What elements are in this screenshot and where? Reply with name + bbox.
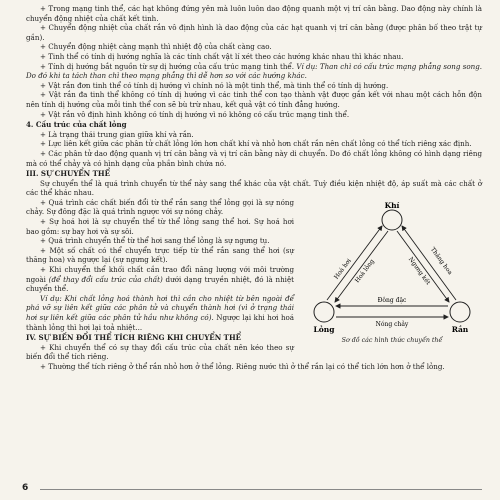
text-line: + Là trạng thái trung gian giữa khí và rắn. xyxy=(40,129,194,139)
dong-dac-label: Đông đặc xyxy=(377,296,407,304)
hoa-hoi-label: Hoá hơi xyxy=(332,257,353,281)
text-line: + Vật rắn đa tinh thể không có tính dị hướng vì các tinh thể con tạo thành vật được gắn kết với nhau một cách hỗn độn nên tính dị hướng của mỗi tinh thể con sẽ bù trừ nhau, kết quả vật có tính đẳng hướng. xyxy=(26,90,482,109)
phase-diagram xyxy=(302,200,482,350)
text-line: Sự chuyển thể là quá trình chuyển từ thể này sang thể khác của vật chất. Tuỳ điều kiện nhiệt độ, áp suất mà các chất ở các thể khác nhau. xyxy=(26,178,482,198)
thang-hoa-label: Thăng hoa xyxy=(428,245,454,277)
khi-label: Khí xyxy=(384,200,400,210)
text-line: + Khi chuyển thể có sự thay đổi cấu trúc của chất nên kéo theo sự biến đổi thể tích riêng. xyxy=(26,342,294,362)
long-node xyxy=(314,302,334,322)
text-line: + Một số chất có thể chuyển trực tiếp từ thể rắn sang thể hơi (sự thăng hoa) và ngược lại (sự ngưng kết). xyxy=(26,245,294,265)
khi-node xyxy=(382,210,402,230)
example-text: Ví dụ: Than chì có cấu trúc mạng phẳng song song. Do đó khi ta tách than chì theo mạng phẳng thì dễ hơn so với các hướng khác. xyxy=(26,61,482,81)
text-line xyxy=(26,62,482,81)
ran-node xyxy=(450,302,470,322)
section-heading: 4. Cấu trúc của chất lỏng xyxy=(26,120,127,130)
long-label: Lỏng xyxy=(313,324,335,334)
text-line: + Quá trình các chất biến đổi từ thể rắn sang thể lỏng gọi là sự nóng chảy. Sự đông đặc là quá trình ngược với sự nóng chảy. xyxy=(26,197,294,217)
text-span: + Khi chuyển thể khối chất cần trao đổi năng lượng với môi trường ngoài xyxy=(26,265,294,284)
diagram-caption: Sơ đồ các hình thức chuyển thể xyxy=(341,336,443,344)
text-line: + Vật rắn vô định hình không có tính dị hướng vì nó không có cấu trúc mạng tinh thể. xyxy=(40,109,350,119)
footer-divider xyxy=(40,489,482,490)
text-line: + Thường thể tích riêng ở thể rắn nhỏ hơn ở thể lỏng. Riêng nước thì ở thể rắn lại có thể tích lớn hơn ở thể lỏng. xyxy=(40,361,445,371)
text-line: + Trong mạng tinh thể, các hạt không đứng yên mà luôn luôn dao động quanh một vị trí cân bằng. Dao động này chính là chuyển động nhiệt của chất kết tinh. xyxy=(26,4,482,23)
italic-span: (vì ở trạng thái hơi sự liên kết giữa các phân tử hầu như không có) xyxy=(26,303,295,322)
phase-diagram-svg xyxy=(302,200,482,338)
example-text: Ví dụ: Khi chất lỏng hoá thành hơi thì cần cho nhiệt từ bên ngoài để phá vỡ sự liên kết giữa các phân tử và chuyển thành hơi xyxy=(26,293,294,313)
text-span: + Tính dị hướng bắt nguồn từ sự dị hướng của cấu trúc mạng tinh thể. xyxy=(40,61,297,71)
text-line: + Chuyển động nhiệt càng mạnh thì nhiệt độ của chất càng cao. xyxy=(40,42,272,52)
ran-label: Rắn xyxy=(451,324,469,334)
section-heading: III. SỰ CHUYỂN THỂ xyxy=(26,169,111,179)
text-line: + Lực liên kết giữa các phân tử chất lỏng lớn hơn chất khí và nhỏ hơn chất rắn nên chất lỏng có thể tích riêng xác định. xyxy=(40,139,472,149)
text-line: + Tinh thể có tính dị hướng nghĩa là các tính chất vật lí xét theo các hướng khác nhau thì khác nhau. xyxy=(40,51,404,61)
italic-span: (để thay đổi cấu trúc của chất) xyxy=(48,274,163,284)
text-span: . Ngược lại khi hơi hoá thành lỏng thì hơi lại toả nhiệt... xyxy=(26,313,295,332)
text-line: + Quá trình chuyển thể từ thể hơi sang thể lỏng là sự ngưng tụ. xyxy=(40,236,270,246)
section-heading: IV. SỰ BIẾN ĐỔI THỂ TÍCH RIÊNG KHI CHUYỂN THỂ xyxy=(26,333,242,343)
page-number: 6 xyxy=(22,483,29,494)
ngung-ket-label: Ngưng kết xyxy=(406,255,432,287)
text-line: + Chuyển động nhiệt của chất rắn vô định hình là dao động của các hạt quanh vị trí cân bằng (được phân bố theo trật tự gần). xyxy=(26,23,482,42)
text-span: dưới dạng truyền nhiệt, đó là nhiệt chuyển thể. xyxy=(26,274,294,294)
text-line: + Sự hoá hơi là sự chuyển thể từ thể lỏng sang thể hơi. Sự hoá hơi bao gồm: sự bay hơi và sự sôi. xyxy=(26,217,294,236)
hoa-long-label: Hoá lỏng xyxy=(353,257,376,285)
text-line: + Các phân tử dao động quanh vị trí cân bằng và vị trí cân bằng này di chuyển. Do đó chất lỏng không có hình dạng riêng mà có thể chảy và có hình dạng của phần bình chứa nó. xyxy=(26,148,482,168)
text-line: + Vật rắn đơn tinh thể có tính dị hướng vì chính nó là một tinh thể, mà tinh thể có tính dị hướng. xyxy=(40,80,389,90)
nong-chay-label: Nóng chảy xyxy=(375,320,409,328)
